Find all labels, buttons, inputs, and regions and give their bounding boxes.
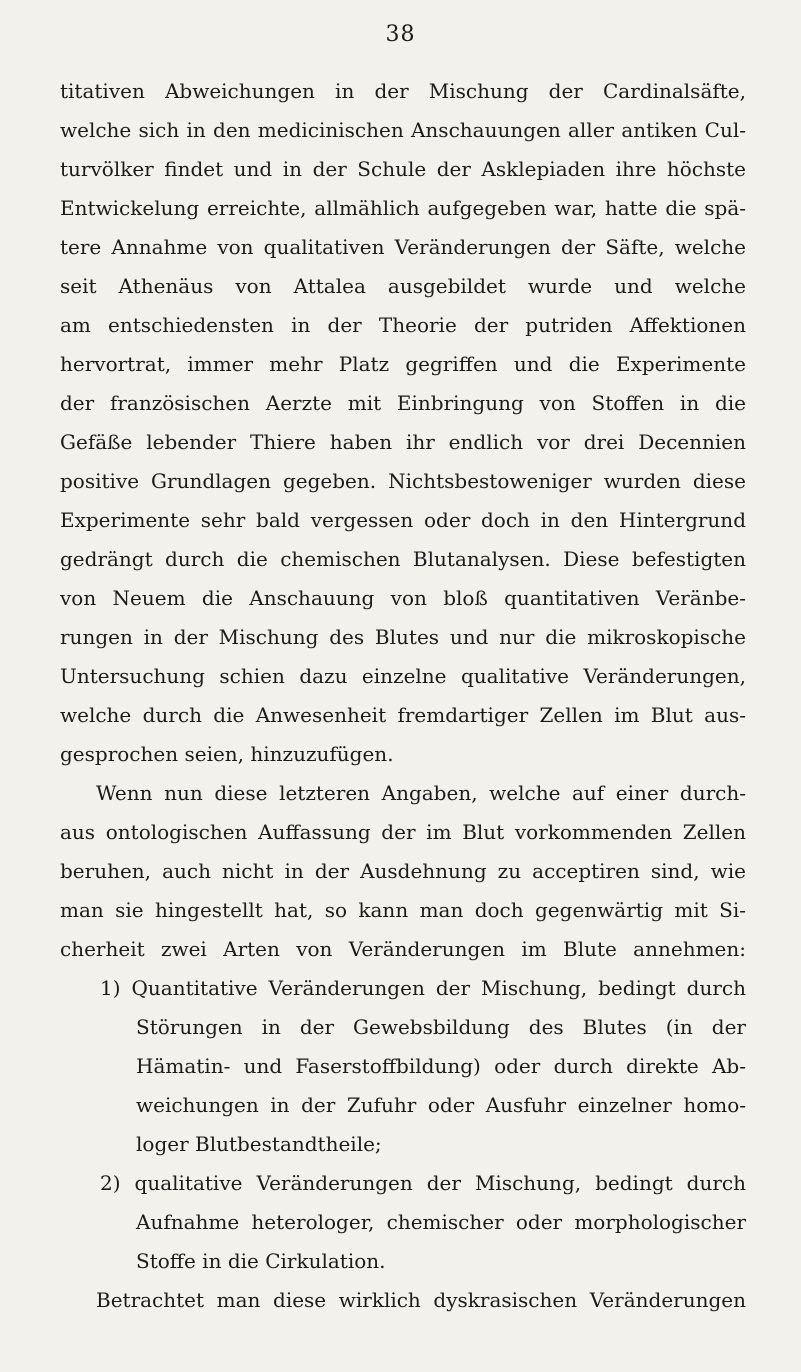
list-item-1-line: loger Blutbestandtheile; bbox=[136, 1132, 382, 1156]
text-line: gesprochen seien, hinzuzufügen. bbox=[60, 742, 394, 766]
text-line: Untersuchung schien dazu einzelne qualitative Veränderungen, bbox=[60, 664, 746, 688]
text-line: cherheit zwei Arten von Veränderungen im Blute annehmen: bbox=[60, 937, 746, 961]
text-line: titativen Abweichungen in der Mischung der Cardinalsäfte, bbox=[60, 79, 746, 103]
list-item-2-line: Aufnahme heterologer, chemischer oder morphologischer bbox=[136, 1210, 746, 1234]
list-item-1-line: Störungen in der Gewebsbildung des Blutes (in der bbox=[136, 1015, 746, 1039]
text-line: beruhen, auch nicht in der Ausdehnung zu acceptiren sind, wie bbox=[60, 859, 746, 883]
list-item-2-line: Stoffe in die Cirkulation. bbox=[136, 1249, 386, 1273]
paragraph-start-line: Wenn nun diese letzteren Angaben, welche auf einer durch- bbox=[96, 781, 746, 805]
text-line: positive Grundlagen gegeben. Nichtsbestoweniger wurden diese bbox=[60, 469, 746, 493]
text-line: der französischen Aerzte mit Einbringung von Stoffen in die bbox=[60, 391, 746, 415]
body-text bbox=[60, 72, 746, 1320]
text-line: von Neuem die Anschauung von bloß quantitativen Veränbe- bbox=[60, 586, 746, 610]
text-line: welche durch die Anwesenheit fremdartiger Zellen im Blut aus- bbox=[60, 703, 746, 727]
text-line: Entwickelung erreichte, allmählich aufgegeben war, hatte die spä- bbox=[60, 196, 746, 220]
text-line: turvölker findet und in der Schule der Asklepiaden ihre höchste bbox=[60, 157, 746, 181]
text-line: welche sich in den medicinischen Anschauungen aller antiken Cul- bbox=[60, 118, 746, 142]
list-item-2-line: 2) qualitative Veränderungen der Mischung, bedingt durch bbox=[100, 1171, 746, 1195]
page-number: 38 bbox=[385, 22, 416, 47]
list-item-1-line: 1) Quantitative Veränderungen der Mischung, bedingt durch bbox=[100, 976, 746, 1000]
text-line: seit Athenäus von Attalea ausgebildet wurde und welche bbox=[60, 274, 746, 298]
list-item-1-line: weichungen in der Zufuhr oder Ausfuhr einzelner homo- bbox=[136, 1093, 746, 1117]
text-line: tere Annahme von qualitativen Veränderungen der Säfte, welche bbox=[60, 235, 746, 259]
text-line: rungen in der Mischung des Blutes und nur die mikroskopische bbox=[60, 625, 746, 649]
text-line: man sie hingestellt hat, so kann man doch gegenwärtig mit Si- bbox=[60, 898, 746, 922]
text-line: aus ontologischen Auffassung der im Blut vorkommenden Zellen bbox=[60, 820, 746, 844]
text-line: Experimente sehr bald vergessen oder doch in den Hintergrund bbox=[60, 508, 746, 532]
text-line: Gefäße lebender Thiere haben ihr endlich vor drei Decennien bbox=[60, 430, 746, 454]
text-line: gedrängt durch die chemischen Blutanalysen. Diese befestigten bbox=[60, 547, 746, 571]
text-line: hervortrat, immer mehr Platz gegriffen und die Experimente bbox=[60, 352, 746, 376]
paragraph-start-line: Betrachtet man diese wirklich dyskrasischen Veränderungen bbox=[96, 1288, 746, 1312]
list-item-1-line: Hämatin- und Faserstoffbildung) oder durch direkte Ab- bbox=[136, 1054, 746, 1078]
text-line: am entschiedensten in der Theorie der putriden Affektionen bbox=[60, 313, 746, 337]
